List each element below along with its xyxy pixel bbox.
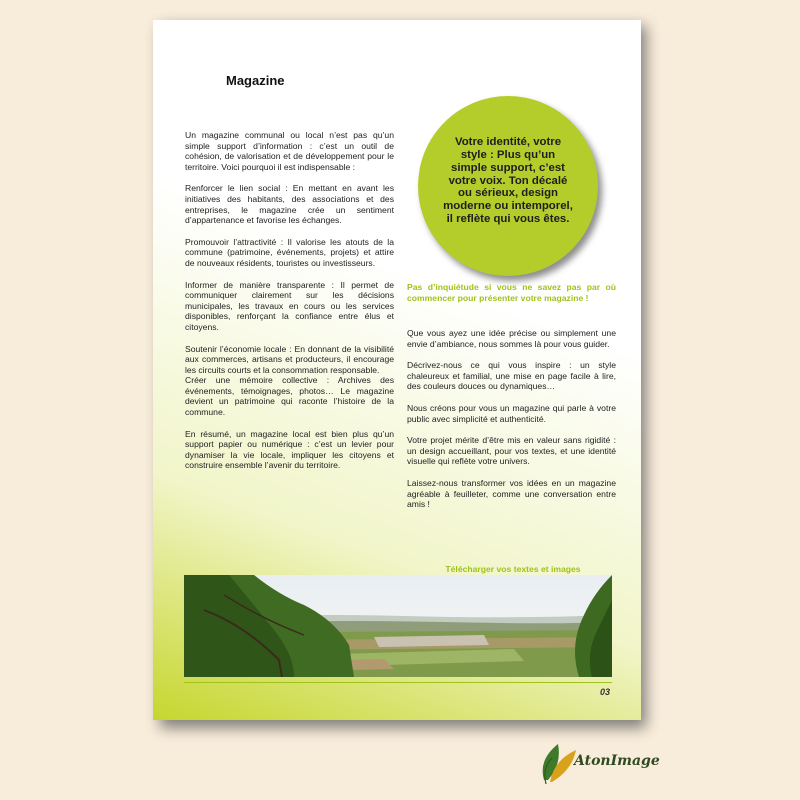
resume-paragraph: En résumé, un magazine local est bien plus qu’un support papier ou numérique : c’est un levier pour dynamiser la vie locale, impliquer les citoyens et construire ensemble l’avenir du territoire. — [185, 428, 394, 471]
right-lead: Pas d’inquiétude si vous ne savez pas par où commencer pour présenter votre magazine ! — [407, 282, 616, 303]
guide-paragraph: Que vous ayez une idée précise ou simplement une envie d’ambiance, nous sommes là pour vous guider. — [407, 328, 616, 349]
transparence-paragraph: Informer de manière transparente : Il permet de communiquer clairement sur les décisions municipales, les travaux en cours ou les services disponibles, renforçant la confiance entre élus et citoyens. — [185, 279, 394, 332]
transformer-paragraph: Laissez-nous transformer vos idées en un magazine agréable à feuilleter, comme une conversation entre amis ! — [407, 477, 616, 510]
intro-paragraph: Un magazine communal ou local n’est pas qu’un simple support d’information : c’est un outil de cohésion, de valorisation et de développement pour le territoire. Voici pourquoi il est indispensable : — [185, 130, 394, 172]
callout-circle — [418, 96, 598, 276]
left-column — [185, 130, 394, 482]
valeur-paragraph: Votre projet mérite d’être mis en valeur sans rigidité : un design accueillant, pour vos textes, et une identité visuelle qui reflète votre univers. — [407, 435, 616, 467]
magazine-page — [153, 20, 641, 720]
landscape-photo — [184, 575, 612, 677]
page-title: Magazine — [226, 73, 285, 88]
right-column — [407, 328, 616, 521]
memoire-paragraph: Créer une mémoire collective : Archives des événements, témoignages, photos… Le magazine devient un patrimoine qui raconte l’histoire de la commune. — [185, 375, 394, 418]
creation-paragraph: Nous créons pour vous un magazine qui parle à votre public avec simplicité et authenticité. — [407, 402, 616, 424]
inspire-paragraph: Décrivez-nous ce qui vous inspire : un style chaleureux et familial, une mise en page facile à lire, des couleurs douces ou dynamiques… — [407, 360, 616, 392]
footer-divider — [184, 682, 612, 683]
lien-social-paragraph: Renforcer le lien social : En mettant en avant les initiatives des habitants, des associations et des entreprises, le magazine crée un sentiment d’appartenance et favorise les échanges. — [185, 183, 394, 226]
brand-logo-text: AtonImage — [574, 753, 660, 769]
economie-paragraph: Soutenir l’économie locale : En donnant de la visibilité aux commerces, artisans et producteurs, il encourage les circuits courts et la consommation responsable. — [185, 343, 394, 375]
callout-text: Votre identité, votre style : Plus qu’un simple support, c’est votre voix. Ton décalé ou sérieux, design moderne ou intemporel, il reflète qui vous êtes. — [443, 136, 573, 225]
download-link[interactable]: Télécharger vos textes et images — [445, 564, 581, 574]
page-number: 03 — [599, 687, 610, 697]
attractivite-paragraph: Promouvoir l’attractivité : Il valorise les atouts de la commune (patrimoine, événements, projets) et attire de nouveaux résidents, touristes ou investisseurs. — [185, 236, 394, 268]
